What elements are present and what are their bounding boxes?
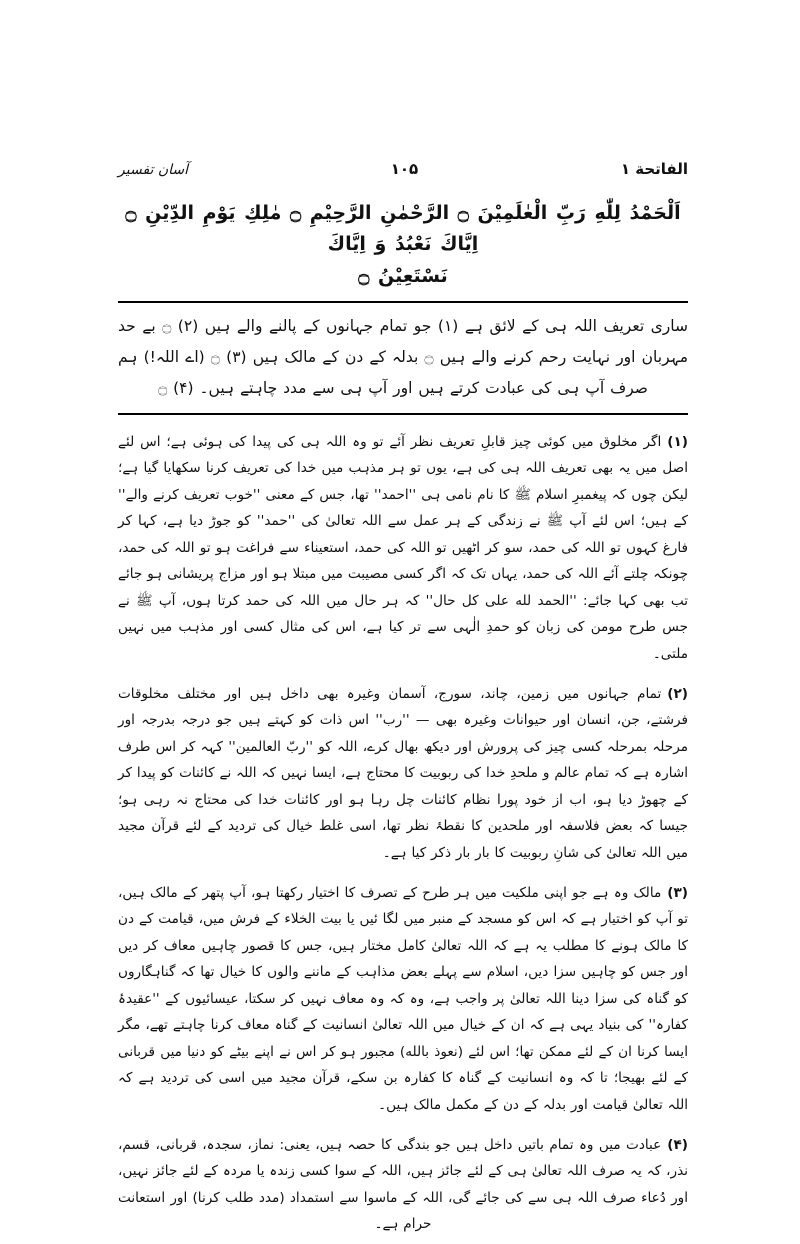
commentary-note: [118, 681, 688, 867]
divider-above-notes: [118, 413, 688, 415]
note-marker: (۴): [667, 1136, 688, 1153]
commentary-note: [118, 429, 688, 668]
urdu-translation: ساری تعریف اللہ ہی کے لائق ہے (۱) جو تمام جہانوں کے پالنے والے ہیں (۲) ۝ بے حد مہربان اور نہایت رحم کرنے والے ہیں ۝ بدلہ کے دن کے مالک ہیں (۳) ۝ (اے اللہ!) ہم صرف آپ ہی کی عبادت کرتے ہیں اور آپ ہی سے مدد چاہتے ہیں۔ (۴) ۝: [118, 317, 689, 398]
page-number: ۱۰۵: [390, 160, 419, 178]
note-marker: (۲): [667, 685, 688, 702]
page-content: [118, 160, 688, 1244]
note-text: مالک وہ ہے جو اپنی ملکیت میں ہر طرح کے تصرف کا اختیار رکھتا ہو، آپ پتھر کے مالک ہیں، تو آپ کو اختیار ہے کہ اس کو مسجد کے منبر میں لگا ئیں یا بیت الخلاء کے فرش میں، قیامت کے دن کا مالک ہونے کا مطلب یہ ہے کہ اللہ تعالیٰ کامل مختار ہیں، جس کا قصور چاہیں معاف کر دیں اور جس کو چاہیں سزا دیں، اسلام سے پہلے بعض مذاہب کے ماننے والوں کا خیال تھا کہ گناہگاروں کو گناہ کی سزا دینا اللہ تعالیٰ پر واجب ہے، وہ کہ وہ معاف نہیں کر سکتا، عیسائیوں کے ''عقیدۂ کفارہ'' کی بنیاد یہی ہے کہ ان کے خیال میں اللہ تعالیٰ انسانیت کے گناہ معاف کرنا چاہتے تھے، مگر ایسا کرنا ان کے لئے ممکن تھا؛ اس لئے (نعوذ بالله) مجبور ہو کر اس نے اپنے بیٹے کو دنیا میں قربانی کے لئے بھیجا؛ تا کہ وہ انسانیت کے گناہ کا کفارہ بن سکے، قرآن مجید میں اسی کی تردید ہے کہ اللہ تعالیٰ قیامت اور بدلہ کے دن کے مکمل مالک ہیں۔: [118, 884, 688, 1113]
note-text: تمام جہانوں میں زمین، چاند، سورج، آسمان وغیرہ بھی داخل ہیں اور مختلف مخلوقات فرشتے، جن، انسان اور حیوانات وغیرہ بھی — ''رب'' اس ذات کو کہتے ہیں جو درجہ بدرجہ اور مرحلہ بمرحلہ کسی چیز کی پرورش اور دیکھ بھال کرے، اللہ کو ''ربّ العالمین'' کہہ کر اس طرف اشارہ ہے کہ تمام عالم و ملحدِ خدا کی ربوبیت کا محتاج ہے، ایسا نہیں کہ اللہ نے کائنات کو پیدا کر کے چھوڑ دیا ہو، اب از خود پورا نظام کائنات چل رہا ہو اور کائنات خدا کی محتاج نہ رہی ہو؛ جیسا کہ بعض فلاسفہ اور ملحدین کا نقطۂ نظر تھا، اسی غلط خیال کی تردید کے لئے قرآن مجید میں اللہ تعالیٰ کی شانِ ربوبیت کا بار بار ذکر کیا ہے۔: [118, 685, 688, 861]
commentary-note: [118, 880, 688, 1119]
ayah-line-2: نَسْتَعِيْنُ ۝: [358, 264, 448, 287]
commentary-notes: [118, 429, 688, 1238]
note-marker: (۳): [667, 884, 688, 901]
book-title: آسان تفسیر: [118, 162, 189, 178]
ayah-line-1: اَلْحَمْدُ لِلّٰهِ رَبِّ الْعٰلَمِيْنَ ۝ الرَّحْمٰنِ الرَّحِيْمِ ۝ مٰلِكِ يَوْمِ الدِّيْنِ ۝ اِيَّاكَ نَعْبُدُ وَ اِيَّاكَ: [125, 202, 681, 256]
note-text: اگر مخلوق میں کوئی چیز قابلِ تعریف نظر آئے تو وہ اللہ ہی کی پیدا کی ہوئی ہے؛ اس لئے اصل میں یہ بھی تعریف اللہ ہی کی ہے، یوں تو ہر مذہب میں خدا کی تعریف کرنا سکھایا گیا ہے؛ لیکن چوں کہ پیغمبرِ اسلام ﷺ کا نام نامی ہی ''احمد'' تھا، جس کے معنی ''خوب تعریف کرنے والے'' کے ہیں؛ اس لئے آپ ﷺ نے زندگی کے ہر عمل سے اللہ تعالیٰ کی ''حمد'' کو جوڑ دیا ہے، کہا کر فارغ کہوں تو اللہ کی حمد، سو کر اٹھیں تو اللہ کی حمد، استعیناء سے فراغت ہو تو اللہ کی حمد، چونکہ چلتے آئے اللہ کی حمد، یہاں تک کہ اگر کسی مصیبت میں مبتلا ہو اور مزاج پریشانی ہو جائے تب بھی کہا جائے: ''الحمد لله على كل حال'' کہ ہر حال میں اللہ کی حمد کرتا ہوں، آپ ﷺ نے جس طرح مومن کی زبان کو حمدِ الٰہی سے تر کیا ہے، اس کی مثال کسی اور مذہب میں نہیں ملتی۔: [118, 433, 688, 662]
running-head: [118, 160, 688, 188]
divider-above-translation: [118, 301, 688, 303]
surah-label: الفاتحة ۱: [620, 160, 688, 178]
note-marker: (۱): [667, 433, 688, 450]
quran-ayah-block: [118, 198, 688, 292]
commentary-note: [118, 1132, 688, 1238]
note-text: عبادت میں وہ تمام باتیں داخل ہیں جو بندگی کا حصہ ہیں، یعنی: نماز، سجدہ، قربانی، قسم، نذر، کہ یہ صرف اللہ تعالیٰ ہی کے لئے جائز ہیں، اللہ کے سوا کسی زندہ یا مردہ کے لئے جائز نہیں، اور دُعاء صرف اللہ ہی سے کی جائے گی، اللہ کے ماسوا سے استمداد (مدد طلب کرنا) اور استعانت حرام ہے۔: [118, 1136, 688, 1233]
